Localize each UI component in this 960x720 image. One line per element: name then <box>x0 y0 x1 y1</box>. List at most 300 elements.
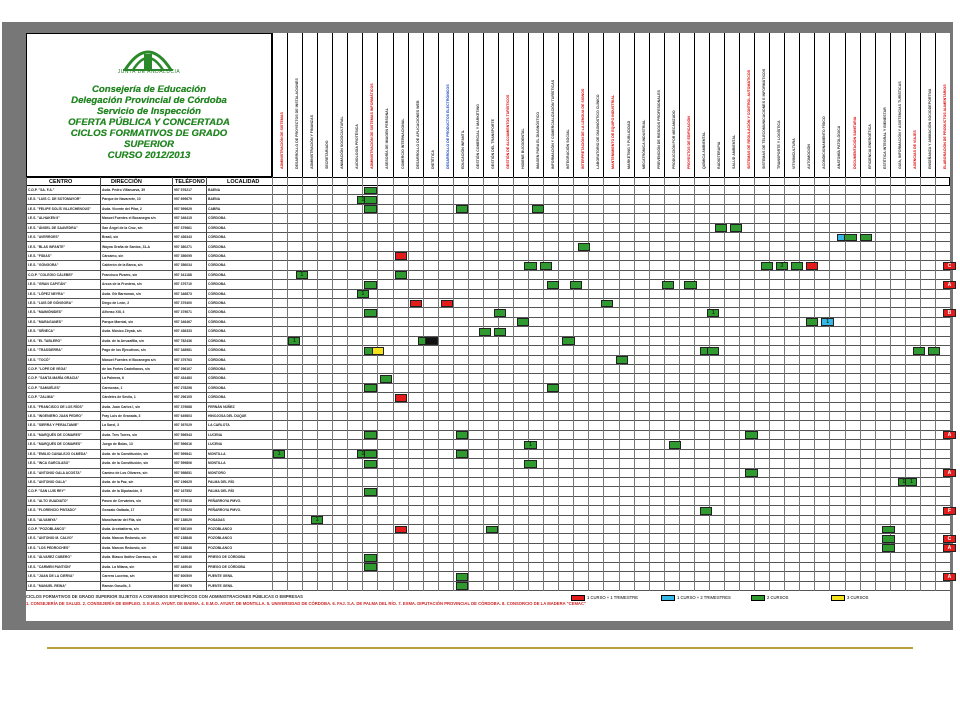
cell-centro: C.D.P. "POZOBLANCO" <box>28 527 66 532</box>
offer-mark <box>745 431 757 439</box>
cell-loc: CÓRDOBA <box>208 263 226 268</box>
course-name: HIGIENE BUCODENTAL <box>521 128 526 169</box>
offer-mark <box>791 262 803 270</box>
cell-centro: I.E.S. "GÓNGORA" <box>28 263 59 268</box>
offer-mark <box>776 262 788 270</box>
course-name: AUTOMOCIÓN <box>807 144 812 169</box>
offer-mark <box>821 318 833 326</box>
cell-centro: I.E.S. "TRASSIERRA" <box>28 348 63 353</box>
cell-loc: PRIEGO DE CÓRDOBA <box>208 564 246 569</box>
course-column-header <box>573 33 588 177</box>
grid-line <box>206 177 207 591</box>
cell-tel: 957 379710 <box>174 282 192 287</box>
cell-loc: HINOJOSA DEL DUQUE <box>208 414 247 419</box>
cell-dir: Parque de Navarrete, 10 <box>102 197 141 202</box>
course-name: ANIMACIÓN SOCIOCULTURAL <box>340 116 345 169</box>
table-row <box>26 421 950 430</box>
offer-mark <box>730 224 742 232</box>
cell-dir: Avda. de la Constitución, s/n <box>102 461 149 466</box>
header-centro: CENTRO <box>49 179 73 185</box>
offer-mark <box>913 347 925 355</box>
course-name: ESTÉTICA INTEGRAL Y BIENESTAR <box>882 107 887 169</box>
footer-note: 1. CONSEJERÍA DE SALUD. 2. CONSEJERÍA DE EMPLEO. 3. E.M.O. AYUNT. DE BAENA. 4. E.M.O. AYUNT. DE MONTILLA. 5. UNIVERSIDAD DE CÓRDOBA. 6. FAJ. S.A. DE PALMA DEL RÍO. 7. EXMA. DIPUTACIÓN PROVINCIAL DE CÓRDOBA. 8. CONSORCIO DE LA MADERA "CEMAC" <box>26 601 586 606</box>
course-column-header <box>332 33 347 177</box>
offer-mark <box>524 441 536 449</box>
table-row <box>26 252 950 261</box>
cell-dir: Juego de Bolas, 13 <box>102 442 133 447</box>
table-row <box>26 459 950 468</box>
offer-mark <box>532 205 544 213</box>
cell-centro: I.E.S. "AVERROES" <box>28 235 60 240</box>
cell-dir: Parque Marnial, s/n <box>102 319 134 324</box>
grid-line <box>272 177 273 591</box>
grid-line <box>362 177 363 591</box>
cell-dir: Diego de León, 2 <box>102 301 130 306</box>
cell-tel: 957 379400 <box>174 301 192 306</box>
table-row <box>26 450 950 459</box>
course-column-header <box>377 33 392 177</box>
course-column-header <box>935 33 950 177</box>
table-row <box>26 384 950 393</box>
offer-mark <box>860 234 872 242</box>
legend-swatch <box>831 595 845 601</box>
table-row <box>26 582 950 591</box>
course-column-header <box>272 33 287 177</box>
footer-notes <box>26 593 950 607</box>
course-name: MECATRÓNICA INDUSTRIAL <box>641 119 646 169</box>
table-row <box>26 346 950 355</box>
offer-mark <box>943 544 955 552</box>
cell-loc: BAENA <box>208 197 221 202</box>
cell-loc: CÓRDOBA <box>208 338 226 343</box>
grid-line <box>920 177 921 591</box>
mark-label: 3 <box>780 262 784 269</box>
grid-line <box>393 177 394 591</box>
cell-centro: I.E.S. "TOCÓ" <box>28 357 51 362</box>
offer-mark <box>380 375 392 383</box>
cell-centro: I.E.S. "MARAGANES" <box>28 319 63 324</box>
course-column-header <box>814 33 829 177</box>
course-name: RADIOTERAPIA <box>716 141 721 169</box>
table-row <box>26 403 950 412</box>
header-telefono: TELÉFONO <box>175 179 205 185</box>
offer-mark <box>486 526 498 534</box>
cell-dir: San Ángel de la Cruz, s/n <box>102 225 143 230</box>
offer-mark <box>882 544 894 552</box>
cell-centro: I.E.S. "LÓPEZ NEYRA" <box>28 291 65 296</box>
title-line: Delegación Provincial de Córdoba <box>71 95 227 106</box>
offer-mark <box>547 384 559 392</box>
offer-mark <box>601 300 613 308</box>
offer-mark <box>806 262 818 270</box>
course-column-header <box>679 33 694 177</box>
mark-label: A <box>947 545 952 552</box>
grid-line <box>754 177 755 591</box>
cell-dir: Ramón Gasulls, 3 <box>102 583 131 588</box>
grid-line <box>332 177 333 591</box>
offer-mark <box>273 450 285 458</box>
table-row <box>26 308 950 317</box>
offer-mark <box>456 573 468 581</box>
grid-line <box>829 177 830 591</box>
cell-tel: 957 649803 <box>174 414 192 419</box>
cell-tel: 957 379661 <box>174 225 192 230</box>
course-name: MANTENIMIENTO DE EQUIPO INDUSTRIAL <box>611 94 616 169</box>
cell-centro: I.E.S. "MARQUÉS DE COMARES" <box>28 432 82 437</box>
cell-tel: 957 356034 <box>174 263 192 268</box>
cell-centro: I.E.S. "INGENIERO JUAN PEDRO" <box>28 414 83 419</box>
document-page <box>26 33 950 621</box>
title-line: CICLOS FORMATIVOS DE GRADO <box>70 128 228 139</box>
logo-caption: JUNTA DE ANDALUCIA <box>117 69 181 75</box>
cell-centro: I.E.S. "ÁNGEL DE SAAVEDRA" <box>28 225 78 230</box>
cell-centro: C.D.P. "SAMUÉLES" <box>28 385 61 390</box>
cell-loc: FERNÁN NÚÑEZ <box>208 404 235 409</box>
course-name: DESARROLLO DE PROYECTOS DE INSTALACIONES <box>295 78 300 169</box>
offer-mark <box>456 450 468 458</box>
course-column-header <box>558 33 573 177</box>
cell-loc: CÓRDOBA <box>208 395 226 400</box>
course-column-header <box>362 33 377 177</box>
offer-mark <box>364 488 376 496</box>
cell-tel: 957 609975 <box>174 583 192 588</box>
cell-dir: Manuel Fuentes el Bocanegra s/n <box>102 216 156 221</box>
offer-mark <box>364 460 376 468</box>
cell-loc: CÓRDOBA <box>208 272 226 277</box>
offer-mark <box>456 582 468 590</box>
offer-mark <box>479 328 491 336</box>
course-column-header <box>754 33 769 177</box>
document-title <box>27 84 271 161</box>
cell-dir: Brasil, s/n <box>102 235 119 240</box>
cell-tel: 957 397029 <box>174 423 192 428</box>
grid-line <box>619 177 620 591</box>
cell-dir: Carrera Luceina, s/n <box>102 574 135 579</box>
course-column-header <box>784 33 799 177</box>
course-name: DESARROLLO DE PRODUCTOS ELECTRÓNICOS <box>445 84 450 169</box>
course-name: DIETÉTICA <box>430 150 435 169</box>
offer-mark <box>715 224 727 232</box>
offer-mark <box>410 300 422 308</box>
mark-label: 1 <box>361 196 365 203</box>
table-row <box>26 393 950 402</box>
cell-loc: MONTILLA <box>208 461 226 466</box>
course-column-header <box>649 33 664 177</box>
course-name: GUÍA, INFORMACIÓN Y ASISTENCIAS TURÍSTICAS <box>897 81 902 169</box>
cell-dir: Cárdeles de Sevila, 1 <box>102 395 136 400</box>
grid-line <box>377 177 378 591</box>
cell-tel: 957 579018 <box>174 498 192 503</box>
cell-dir: Avda. Blasco Ibáñez Carrasco, s/n <box>102 555 158 560</box>
table-row <box>26 337 950 346</box>
title-line: SUPERIOR <box>123 139 175 150</box>
cell-tel: 957 346415 <box>174 216 192 221</box>
cell-tel: 957 449040 <box>174 555 192 560</box>
offer-mark <box>364 554 376 562</box>
footer-note: CICLOS FORMATIVOS DE GRADO SUPERIOR SUJETOS A CONVENIOS ESPECÍFICOS CON ADMINISTRACIONES PÚBLICAS O EMPRESAS <box>26 594 303 599</box>
offer-mark <box>943 507 955 515</box>
grid-line <box>423 177 424 591</box>
cell-centro: C.D.P. "SANTA MARÍA GRACIA" <box>28 376 80 381</box>
grid-line <box>814 177 815 591</box>
cell-tel: 957 341188 <box>174 272 192 277</box>
mark-label: C <box>947 262 952 269</box>
course-name: SECRETARIADO <box>325 140 330 169</box>
mark-label: A <box>947 470 952 477</box>
cell-loc: PALMA DEL RÍO <box>208 489 235 494</box>
offer-mark <box>395 271 407 279</box>
offer-mark <box>456 431 468 439</box>
course-name: PROYECTOS DE EDIFICACIÓN <box>686 116 691 169</box>
header-localidad: LOCALIDAD <box>227 179 260 185</box>
cell-tel: 957 598651 <box>174 470 192 475</box>
table-header-row <box>26 177 950 186</box>
cell-centro: I.E.S. "BLAS INFANTE" <box>28 244 66 249</box>
cell-loc: CÓRDOBA <box>208 282 226 287</box>
cell-tel: 957 436343 <box>174 235 192 240</box>
cell-loc: PUENTE GENIL <box>208 574 234 579</box>
course-name: EDUCACIÓN INFANTIL <box>460 130 465 169</box>
cell-dir: Pago de los Ejecutivos, s/n <box>102 348 146 353</box>
course-column-header <box>498 33 513 177</box>
cell-loc: BAENA <box>208 188 221 192</box>
offer-mark <box>395 394 407 402</box>
mark-label: A <box>947 432 952 439</box>
table-row <box>26 205 950 214</box>
cell-tel: 957 138848 <box>174 545 192 550</box>
cell-tel: 957 599841 <box>174 451 192 456</box>
mark-label: C <box>947 535 952 542</box>
course-column-header <box>724 33 739 177</box>
title-line: Consejería de Educación <box>91 84 207 95</box>
course-name: AGENCIAS DE VIAJES <box>912 130 917 169</box>
course-name: ASESORÍA DE IMAGEN PERSONAL <box>385 108 390 169</box>
table-row <box>26 356 950 365</box>
course-column-header <box>393 33 408 177</box>
grid-line <box>875 177 876 591</box>
course-column-header <box>905 33 920 177</box>
table-row <box>26 299 950 308</box>
cell-loc: POZOBLANCO <box>208 545 233 550</box>
course-name: ANATOMÍA PATOLÓGICA <box>837 125 842 169</box>
grid-line <box>694 177 695 591</box>
grid-line <box>935 177 936 591</box>
offer-mark <box>943 431 955 439</box>
cell-tel: 957 167552 <box>174 489 192 494</box>
offer-mark <box>395 526 407 534</box>
course-name: ADMINISTRACIÓN DE SISTEMAS INFORMÁTICOS <box>370 83 375 169</box>
cell-dir: Avda. Pedro Villanueva, 39 <box>102 188 145 192</box>
course-column-header <box>347 33 362 177</box>
course-column-header <box>920 33 935 177</box>
course-column-header <box>875 33 890 177</box>
cell-loc: LA CARLOTA <box>208 423 230 428</box>
course-column-header <box>709 33 724 177</box>
cell-tel: 957 699679 <box>174 197 192 202</box>
cell-tel: 957 356095 <box>174 253 192 258</box>
course-name: SISTEMAS DE TELECOMUNICACIONES E INFORMÁTICOS <box>762 68 767 169</box>
cell-dir: Avda. de la Constitución, s/n <box>102 451 149 456</box>
course-column-header <box>739 33 754 177</box>
offer-mark <box>745 469 757 477</box>
grid-line <box>453 177 454 591</box>
table-row <box>26 290 950 299</box>
cell-dir: Avda. de la Arruzafilla, s/n <box>102 338 144 343</box>
cell-centro: I.E.S. "FIDIAS" <box>28 253 52 258</box>
cell-centro: I.E.S. "MAIMÓNIDES" <box>28 310 63 315</box>
table-row <box>26 280 950 289</box>
grid-line <box>347 177 348 591</box>
cell-loc: CÓRDOBA <box>208 357 226 362</box>
course-column-header <box>845 33 860 177</box>
cell-centro: I.E.S. "SIERRA Y PERALTAMIE" <box>28 423 79 428</box>
table-row <box>26 374 950 383</box>
legend-label: 1 CURSO + 1 TRIMESTRE <box>587 595 638 600</box>
grid-line <box>709 177 710 591</box>
cell-centro: I.E.S. "LUIS DE GÓNGORA" <box>28 301 73 306</box>
cell-tel: 957 138029 <box>174 517 192 522</box>
offer-mark <box>707 309 719 317</box>
offer-mark <box>707 347 719 355</box>
cell-dir: Camino de Los Olivares, s/n <box>102 470 148 475</box>
cell-tel: 957 348981 <box>174 348 192 353</box>
grid-line <box>724 177 725 591</box>
course-name: DOCUMENTACIÓN SANITARIA <box>852 116 857 169</box>
course-name: PRODUCCIÓN POR MECANIZADO <box>671 110 676 169</box>
table-row <box>26 431 950 440</box>
course-column-header <box>408 33 423 177</box>
grid-line <box>26 177 27 591</box>
cell-centro: I.E.S. "LUIS C. DE SOTOMAYOR" <box>28 197 81 202</box>
header-title-box <box>26 33 272 177</box>
cell-loc: POSADAS <box>208 517 225 522</box>
table-row <box>26 506 950 515</box>
course-name: ADMINISTRACIÓN Y FINANZAS <box>310 115 315 169</box>
cell-centro: I.E.S. "FELIPE SOLÍS VILLECHENOUS" <box>28 206 91 211</box>
cell-loc: CÓRDOBA <box>208 329 226 334</box>
course-column-header <box>483 33 498 177</box>
cell-centro: I.E.S. "ANTONIO M. CALVO" <box>28 536 74 541</box>
table-row <box>26 497 950 506</box>
offer-mark <box>311 516 323 524</box>
mark-label: 1 <box>826 319 829 326</box>
cell-loc: CÓRDOBA <box>208 244 226 249</box>
course-column-header <box>513 33 528 177</box>
offer-mark <box>943 262 955 270</box>
grid-line <box>543 177 544 591</box>
cell-tel: 957 436333 <box>174 329 192 334</box>
grid-line <box>438 177 439 591</box>
offer-mark <box>395 252 407 260</box>
table-row <box>26 224 950 233</box>
mark-label: 1 <box>300 272 304 279</box>
offer-mark <box>905 478 917 486</box>
table-row <box>26 553 950 562</box>
grid-line <box>513 177 514 591</box>
cell-dir: Gonzalo Gaitada, 17 <box>102 508 135 513</box>
offer-mark <box>943 535 955 543</box>
offer-mark <box>943 469 955 477</box>
cell-centro: I.E.S. "GRAN CAPITÁN" <box>28 282 67 287</box>
course-name: IMAGEN PARA EL DIAGNÓSTICO <box>536 111 541 169</box>
title-line: OFERTA PÚBLICA Y CONCERTADA <box>68 117 230 128</box>
cell-loc: LUCENA <box>208 432 223 437</box>
offer-mark <box>684 281 696 289</box>
cell-tel: 957 576217 <box>174 188 192 192</box>
course-name: VITIVINICULTURA <box>792 138 797 169</box>
offer-mark <box>943 573 955 581</box>
course-name: COMERCIO INTERNACIONAL <box>400 118 405 169</box>
grid-line <box>664 177 665 591</box>
grid-line <box>905 177 906 591</box>
course-column-header <box>769 33 784 177</box>
cell-dir: Calderón de la Barca, s/n <box>102 263 143 268</box>
title-line: Servicio de Inspección <box>97 106 201 117</box>
cell-dir: Manuel Fuentes el Bocanegra s/n <box>102 357 156 362</box>
mark-label: 1 <box>292 338 296 345</box>
cell-loc: CABRA <box>208 206 221 211</box>
course-name: LABORATORIO DE DIAGNÓSTICO CLÍNICO <box>596 94 601 169</box>
course-name: ADMINISTRACIÓN DE SISTEMAS <box>280 112 285 169</box>
mark-label: A <box>947 573 952 580</box>
cell-tel: 957 449040 <box>174 564 192 569</box>
offer-mark <box>547 281 559 289</box>
course-column-header <box>860 33 875 177</box>
offer-mark <box>524 460 536 468</box>
offer-mark <box>882 526 894 534</box>
table-row <box>26 516 950 525</box>
grid-line <box>172 177 173 591</box>
cell-loc: CÓRDOBA <box>208 291 226 296</box>
table-row <box>26 487 950 496</box>
table-row <box>26 478 950 487</box>
offer-mark <box>364 281 376 289</box>
table-row <box>26 214 950 223</box>
mark-label: 1 <box>361 451 365 458</box>
offer-mark <box>943 309 955 317</box>
course-name: TRANSPORTE Y LOGÍSTICA <box>777 120 782 169</box>
cell-dir: Avda. Juan Carlos I, s/n <box>102 404 141 409</box>
cell-dir: Mancilvariar del Fila, s/n <box>102 517 142 522</box>
cell-dir: Carmonas, 1 <box>102 385 123 390</box>
course-column-header <box>603 33 618 177</box>
course-column-header <box>287 33 302 177</box>
course-column-header <box>528 33 543 177</box>
grid-line <box>573 177 574 591</box>
cell-tel: 957 434483 <box>174 376 192 381</box>
course-name: SISTEMAS DE REGULACIÓN Y CONTROL AUTOMÁTICOS <box>747 69 752 169</box>
course-column-header <box>468 33 483 177</box>
cell-tel: 957 379763 <box>174 357 192 362</box>
offer-mark <box>364 205 376 213</box>
course-column-header <box>317 33 332 177</box>
offer-mark <box>882 535 894 543</box>
offer-mark <box>517 318 529 326</box>
offer-mark <box>943 281 955 289</box>
mark-label: 1 <box>902 479 906 486</box>
cell-dir: Avda. de la Diputación, 5 <box>102 489 143 494</box>
legend-swatch <box>661 595 675 601</box>
grid-line <box>649 177 650 591</box>
cell-tel: 957 596616 <box>174 442 192 447</box>
table-row <box>26 233 950 242</box>
course-column-header <box>543 33 558 177</box>
grid-line <box>317 177 318 591</box>
cell-centro: I.E.S. "ANTONIO GALA ACOSTA" <box>28 470 82 475</box>
course-name: ACONDICIONAMIENTO FÍSICO <box>822 116 827 169</box>
cell-centro: I.E.S. "INCA GARCILASO" <box>28 461 70 466</box>
offer-mark <box>364 196 376 204</box>
